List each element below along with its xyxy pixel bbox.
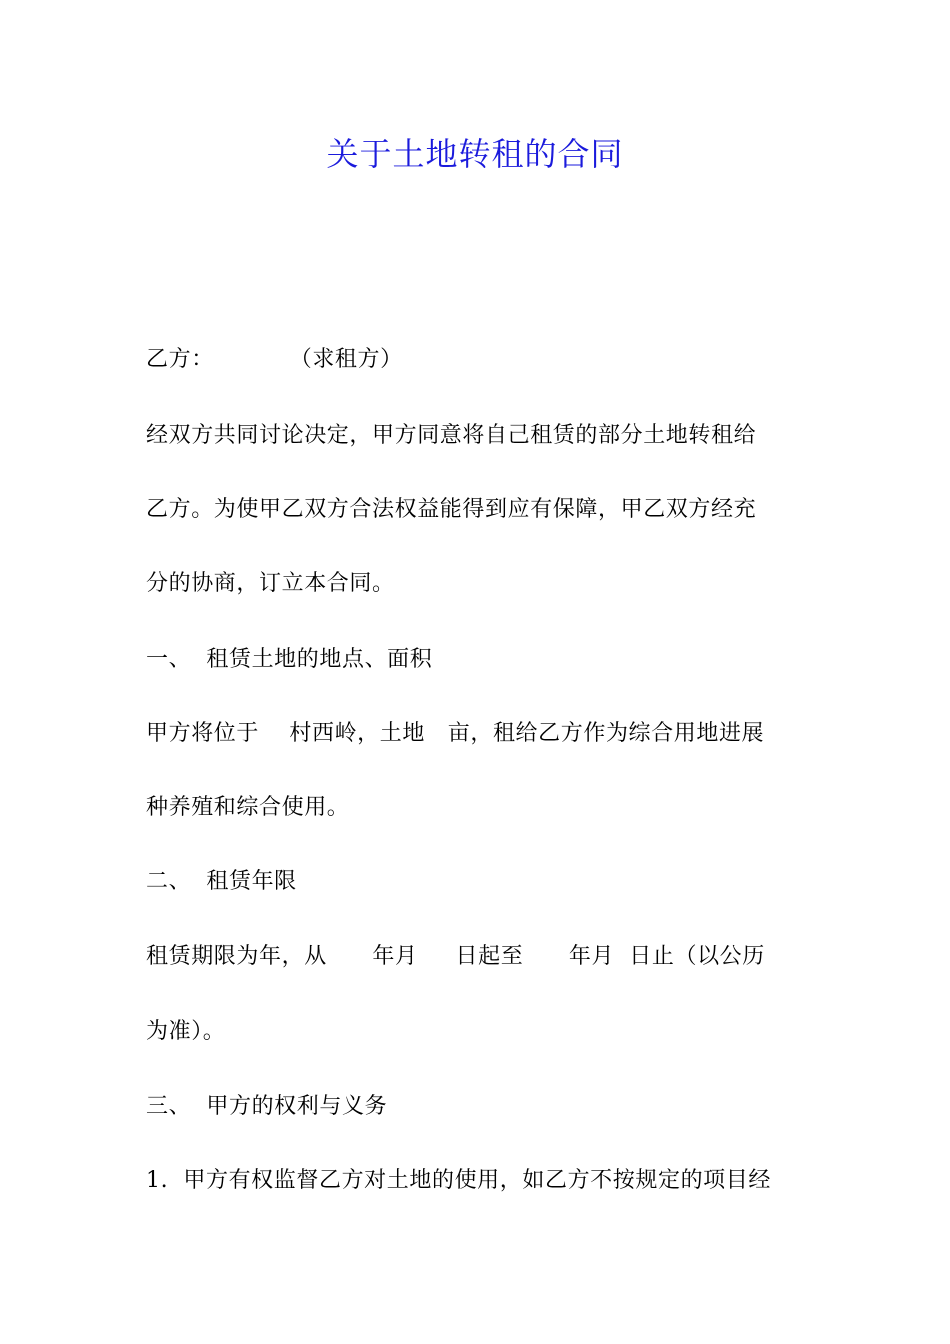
paragraph-line: 租赁期限为年，从 年月 日起至 年月 日止（以公历 — [146, 944, 765, 969]
paragraph-line: 分的协商，订立本合同。 — [146, 571, 395, 596]
clause-line: 1. 甲方有权监督乙方对土地的使用，如乙方不按规定的项目经 — [146, 1168, 771, 1193]
paragraph-line: 乙方。为使甲乙双方合法权益能得到应有保障，甲乙双方经充 — [146, 497, 757, 522]
section-heading-3: 三、 甲方的权利与义务 — [146, 1094, 388, 1119]
document-title: 关于土地转租的合同 — [326, 135, 624, 173]
section-heading-2: 二、 租赁年限 — [146, 869, 297, 894]
paragraph-line: 经双方共同讨论决定，甲方同意将自己租赁的部分土地转租给 — [146, 423, 757, 448]
paragraph-line: 为准）。 — [146, 1019, 226, 1044]
paragraph-line: 甲方将位于 村西岭，土地 亩，租给乙方作为综合用地进展 — [146, 721, 765, 746]
section-heading-1: 一、 租赁土地的地点、面积 — [146, 647, 433, 672]
party-b-line: 乙方： （求租方） — [146, 347, 403, 372]
paragraph-line: 种养殖和综合使用。 — [146, 795, 350, 820]
